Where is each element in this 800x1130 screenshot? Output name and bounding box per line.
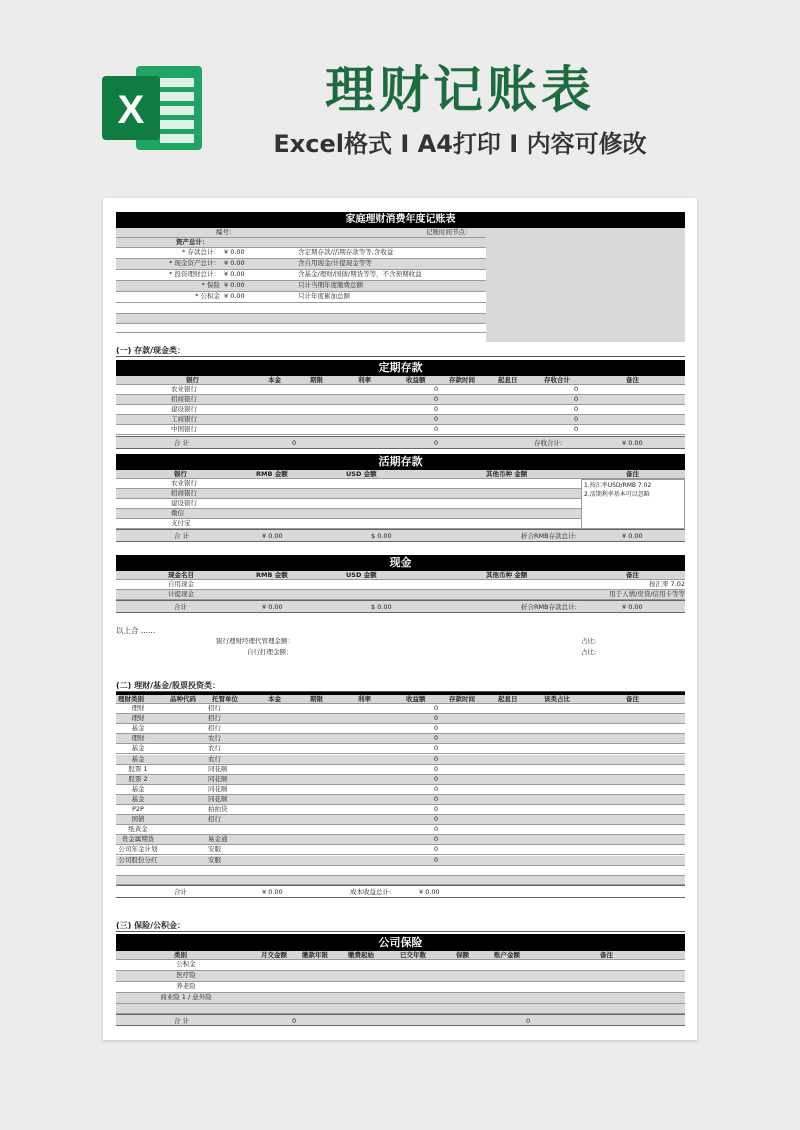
invest-type: 理财 — [131, 704, 145, 712]
ledger-sheet — [103, 198, 697, 1040]
current-bank: 农业银行 — [171, 479, 197, 487]
current-bank: 支付宝 — [171, 519, 191, 527]
invest-total-principal: ¥ 0.00 — [262, 888, 283, 896]
invest-unit: 同花顺 — [208, 764, 228, 773]
insurance-header-cell: 缴费起始 — [348, 951, 374, 959]
insurance-total-row — [116, 1014, 685, 1026]
invest-income: 0 — [434, 805, 439, 813]
number-label: 编号： — [216, 228, 236, 236]
fixed-header-cell: 存收合计 — [544, 376, 570, 384]
current-total-label: 合 计 — [174, 532, 190, 540]
summary-item-row — [116, 292, 486, 303]
invest-type: 理财 — [131, 714, 145, 723]
summary-blank-row — [116, 324, 486, 333]
invest-income: 0 — [434, 825, 439, 834]
fixed-total-principal: 0 — [292, 439, 297, 447]
invest-header-cell: 理财类别 — [118, 695, 144, 703]
total-assets-label: 资产总计： — [176, 238, 209, 246]
summary-item-value: ¥ 0.00 — [224, 259, 245, 267]
invest-income: 0 — [434, 704, 439, 712]
fixed-header-cell: 收益额 — [406, 376, 426, 384]
summary-item-label: * 保险 — [201, 281, 220, 289]
fixed-total: 0 — [574, 405, 579, 413]
fixed-total-row — [116, 436, 685, 449]
invest-type: 股票 2 — [128, 774, 148, 783]
fixed-total: 0 — [574, 425, 579, 433]
current-total-conv-label: 折合RMB存款总计: — [521, 532, 577, 540]
insurance-header-cell: 保额 — [456, 951, 469, 959]
insurance-type: 养老险 — [176, 982, 196, 990]
invest-type: 国债 — [131, 815, 145, 824]
insurance-header-cell: 已交年数 — [400, 951, 426, 959]
current-note: 2.活期利率基本可以忽略 — [584, 491, 650, 498]
insurance-total-label: 合 计 — [174, 1017, 190, 1025]
current-header-row — [116, 470, 685, 479]
invest-header-cell: 存款时间 — [449, 695, 475, 703]
invest-income: 0 — [434, 845, 439, 854]
cash-header-cell: 备注 — [626, 571, 639, 579]
summary-item-value: ¥ 0.00 — [224, 248, 245, 256]
page-subtitle: Excel格式 I A4打印 I 内容可修改 — [273, 130, 647, 158]
insurance-header-cell: 月交金额 — [261, 951, 287, 959]
invest-income: 0 — [434, 784, 439, 793]
fixed-bank: 建设银行 — [171, 405, 197, 413]
fixed-header-row — [116, 376, 685, 385]
fixed-total-income: 0 — [434, 439, 439, 447]
insurance-blank-row — [116, 1004, 685, 1014]
invest-header-cell: 起息日 — [498, 695, 518, 703]
summary-item-value: ¥ 0.00 — [224, 270, 245, 278]
insurance-header-row — [116, 951, 685, 960]
invest-row — [116, 795, 685, 805]
cash-total-usd: $ 0.00 — [371, 603, 392, 611]
invest-header-cell: 托管单位 — [212, 695, 238, 703]
invest-income: 0 — [434, 764, 439, 773]
summary-blank-row — [116, 304, 486, 314]
invest-header-cell: 备注 — [626, 695, 639, 703]
invest-type: 基金 — [131, 744, 145, 753]
invest-unit: 招行 — [208, 714, 221, 723]
fixed-income: 0 — [434, 395, 439, 403]
summary-item-row — [116, 248, 486, 259]
cash-note: 按汇率 7.02 — [648, 580, 685, 588]
summary-row — [116, 238, 486, 248]
current-bank: 微信 — [171, 509, 184, 517]
invest-row — [116, 856, 685, 866]
fixed-income: 0 — [434, 385, 439, 393]
cash-header-cell: 现金名目 — [168, 571, 194, 579]
sheet-title: 家庭理财消费年度记账表 — [116, 212, 685, 228]
invest-row — [116, 785, 685, 795]
fixed-deposit-bar: 定期存款 — [116, 360, 685, 376]
invest-type: 纸黄金 — [128, 825, 148, 834]
fixed-total: 0 — [574, 415, 579, 423]
insurance-header-cell: 账户金额 — [494, 951, 520, 959]
summary-item-note: 只计年度累加总额 — [298, 292, 350, 300]
invest-row — [116, 805, 685, 815]
invest-unit: 招行 — [208, 815, 221, 824]
page-header — [0, 0, 800, 185]
cash-note: 用于人情/房贷/信用卡等等 — [609, 590, 685, 598]
cash-total-conv-label: 折合RMB存款总计: — [521, 603, 577, 611]
summary-item-value: ¥ 0.00 — [224, 281, 245, 289]
fixed-row — [116, 425, 685, 435]
insurance-type: 商业险 1 / 意外险 — [160, 993, 212, 1001]
self-managed-label: 自行打理金额： — [247, 648, 293, 656]
insurance-total-account: 0 — [526, 1017, 531, 1025]
record-date-label: 记账时间节点： — [426, 228, 472, 236]
summary-item-note: 含定期存款/活期存款等等,含收益 — [298, 248, 394, 256]
current-total-rmb: ¥ 0.00 — [262, 532, 283, 540]
bank-managed-ratio: 占比: — [581, 637, 597, 645]
current-row — [116, 479, 581, 489]
invest-header-cell: 利率 — [358, 695, 371, 703]
invest-row — [116, 744, 685, 754]
summary-item-row — [116, 270, 486, 281]
invest-header-cell: 品种代码 — [170, 695, 196, 703]
excel-icon — [100, 62, 204, 154]
invest-income: 0 — [434, 815, 439, 824]
fixed-total-sum: ¥ 0.00 — [622, 439, 643, 447]
current-row — [116, 519, 581, 529]
cash-bar: 现金 — [116, 555, 685, 571]
current-row — [116, 509, 581, 519]
logo-letter: X — [117, 88, 145, 132]
invest-total-label: 合计 — [174, 888, 187, 896]
invest-header-cell: 本金 — [268, 695, 281, 703]
cash-header-cell: 其他币种 金额 — [486, 571, 528, 579]
cash-total-row — [116, 600, 685, 613]
summary-blank-row — [116, 314, 486, 324]
insurance-total-monthly: 0 — [292, 1017, 297, 1025]
fixed-bank: 农业银行 — [171, 385, 197, 393]
summary-item-note: 含基金/理财/国债/期货等等，不含预期收益 — [298, 270, 422, 278]
summary-item-row — [116, 281, 486, 292]
current-total-usd: $ 0.00 — [371, 532, 392, 540]
invest-type: 贵金属期货 — [121, 835, 155, 844]
invest-income: 0 — [434, 794, 439, 803]
invest-type: 基金 — [131, 754, 145, 763]
insurance-row — [116, 971, 685, 982]
invest-unit: 农行 — [208, 754, 221, 763]
section2-title: (二) 理财/基金/股票投资类： — [116, 680, 685, 692]
summary-item-note: 含自用现金/计提现金等等 — [298, 259, 372, 267]
invest-unit: 同花顺 — [208, 784, 228, 793]
invest-income: 0 — [434, 754, 439, 763]
fixed-total-label: 合 计 — [174, 439, 190, 447]
insurance-row — [116, 982, 685, 993]
fixed-total: 0 — [574, 395, 579, 403]
summary-block — [116, 228, 685, 342]
insurance-header-cell: 缴款年限 — [302, 951, 328, 959]
fixed-income: 0 — [434, 425, 439, 433]
insurance-header-cell: 类别 — [174, 951, 187, 959]
cash-row — [116, 590, 685, 600]
cash-name: 自用现金 — [168, 580, 194, 588]
invest-row — [116, 775, 685, 785]
invest-total-income-label: 成本收益总计: — [350, 888, 392, 896]
fixed-row — [116, 385, 685, 395]
invest-income: 0 — [434, 724, 439, 733]
current-deposit-bar: 活期存款 — [116, 454, 685, 470]
invest-type: 基金 — [131, 724, 145, 733]
summary-item-note: 只计当期年度缴费总额 — [298, 281, 363, 289]
invest-unit: 同花顺 — [208, 774, 228, 783]
section3-title: (三) 保险/公积金： — [116, 920, 685, 932]
invest-type: 基金 — [131, 784, 145, 793]
invest-income: 0 — [434, 774, 439, 783]
fixed-total-sum-label: 存收合计: — [534, 439, 563, 447]
invest-type: 基金 — [131, 794, 145, 803]
invest-unit: 安服 — [208, 845, 221, 854]
current-row — [116, 489, 581, 499]
invest-blank-row — [116, 866, 685, 876]
cash-name: 计提现金 — [168, 590, 194, 598]
current-total-conv: ¥ 0.00 — [622, 532, 643, 540]
fixed-header-cell: 期限 — [310, 376, 323, 384]
invest-header-cell: 该类占比 — [544, 695, 570, 703]
summary-item-value: ¥ 0.00 — [224, 292, 245, 300]
above-label: 以上合 ...... — [116, 626, 156, 635]
current-total-row — [116, 529, 685, 542]
invest-unit: 拍拍贷 — [208, 805, 228, 813]
cash-header-row — [116, 571, 685, 580]
invest-row — [116, 765, 685, 775]
invest-header-cell: 收益额 — [406, 695, 426, 703]
page-title: 理财记账表 — [325, 61, 595, 119]
fixed-header-cell: 本金 — [268, 376, 281, 384]
invest-income: 0 — [434, 714, 439, 723]
fixed-income: 0 — [434, 415, 439, 423]
invest-row — [116, 815, 685, 825]
invest-total-row — [116, 885, 685, 898]
invest-unit: 农行 — [208, 734, 221, 743]
fixed-row — [116, 405, 685, 415]
cash-total-conv: ¥ 0.00 — [622, 603, 643, 611]
cash-header-cell: USD 金额 — [346, 571, 377, 579]
fixed-total: 0 — [574, 385, 579, 393]
summary-item-label: * 公积金 — [195, 292, 220, 300]
fixed-header-cell: 起息日 — [498, 376, 518, 384]
current-note: 1.按汇率USD/RMB 7.02 — [584, 482, 652, 489]
fixed-row — [116, 415, 685, 425]
insurance-type: 公积金 — [176, 960, 196, 968]
current-notes-box — [581, 479, 685, 529]
invest-row — [116, 714, 685, 724]
bank-managed-label: 银行理财经理代管理金额： — [216, 637, 294, 645]
fixed-header-cell: 银行 — [186, 376, 199, 384]
fixed-header-cell: 利率 — [358, 376, 371, 384]
invest-row — [116, 704, 685, 714]
insurance-header-cell: 备注 — [600, 951, 613, 959]
cash-total-label: 合计 — [174, 603, 187, 611]
invest-unit: 招行 — [208, 724, 221, 733]
fixed-income: 0 — [434, 405, 439, 413]
invest-row — [116, 835, 685, 845]
summary-item-label: * 存款总计： — [182, 248, 220, 256]
cash-row — [116, 580, 685, 590]
above-summary — [116, 626, 685, 660]
invest-blank-row — [116, 876, 685, 885]
invest-unit: 安服 — [208, 855, 221, 864]
invest-type: P2P — [132, 805, 144, 813]
current-header-cell: 其他币种 金额 — [486, 470, 528, 478]
insurance-bar: 公司保险 — [116, 934, 685, 951]
invest-total-income: ¥ 0.00 — [419, 888, 440, 896]
insurance-type: 医疗险 — [176, 971, 196, 979]
cash-header-cell: RMB 金额 — [256, 571, 288, 579]
fixed-bank: 中国银行 — [171, 425, 197, 433]
fixed-bank: 招商银行 — [171, 395, 197, 403]
summary-item-label: * 投资理财总计： — [169, 270, 220, 278]
summary-row — [116, 228, 486, 238]
section1-title: (一) 存款/现金类： — [116, 345, 685, 357]
current-bank: 招商银行 — [171, 489, 197, 497]
invest-unit: 同花顺 — [208, 794, 228, 803]
invest-unit: 易金通 — [208, 835, 228, 844]
insurance-row — [116, 993, 685, 1004]
invest-row — [116, 825, 685, 835]
invest-row — [116, 755, 685, 765]
invest-row — [116, 734, 685, 744]
fixed-header-cell: 存款时间 — [449, 376, 475, 384]
invest-income: 0 — [434, 835, 439, 844]
invest-header-cell: 期限 — [310, 695, 323, 703]
current-header-cell: RMB 金额 — [256, 470, 288, 478]
invest-type: 公司股份分红 — [118, 855, 158, 864]
fixed-header-cell: 备注 — [626, 376, 639, 384]
fixed-row — [116, 395, 685, 405]
current-bank: 建设银行 — [171, 499, 197, 507]
invest-unit: 农行 — [208, 744, 221, 753]
summary-item-label: * 现金资产总计： — [169, 259, 220, 267]
current-header-cell: 银行 — [174, 470, 187, 478]
current-header-cell: 备注 — [626, 470, 639, 478]
invest-row — [116, 724, 685, 734]
self-managed-ratio: 占比: — [581, 648, 597, 656]
summary-item-row — [116, 259, 486, 270]
cash-total-rmb: ¥ 0.00 — [262, 603, 283, 611]
invest-type: 公司年金计划 — [118, 845, 158, 854]
insurance-row — [116, 960, 685, 971]
invest-income: 0 — [434, 855, 439, 864]
invest-type: 理财 — [131, 734, 145, 743]
invest-type: 股票 1 — [128, 764, 148, 773]
invest-income: 0 — [434, 744, 439, 753]
invest-header-row — [116, 695, 685, 704]
invest-income: 0 — [434, 734, 439, 743]
fixed-bank: 工商银行 — [171, 415, 197, 423]
invest-unit: 招行 — [208, 704, 221, 712]
current-header-cell: USD 金额 — [346, 470, 377, 478]
invest-row — [116, 845, 685, 855]
current-row — [116, 499, 581, 509]
